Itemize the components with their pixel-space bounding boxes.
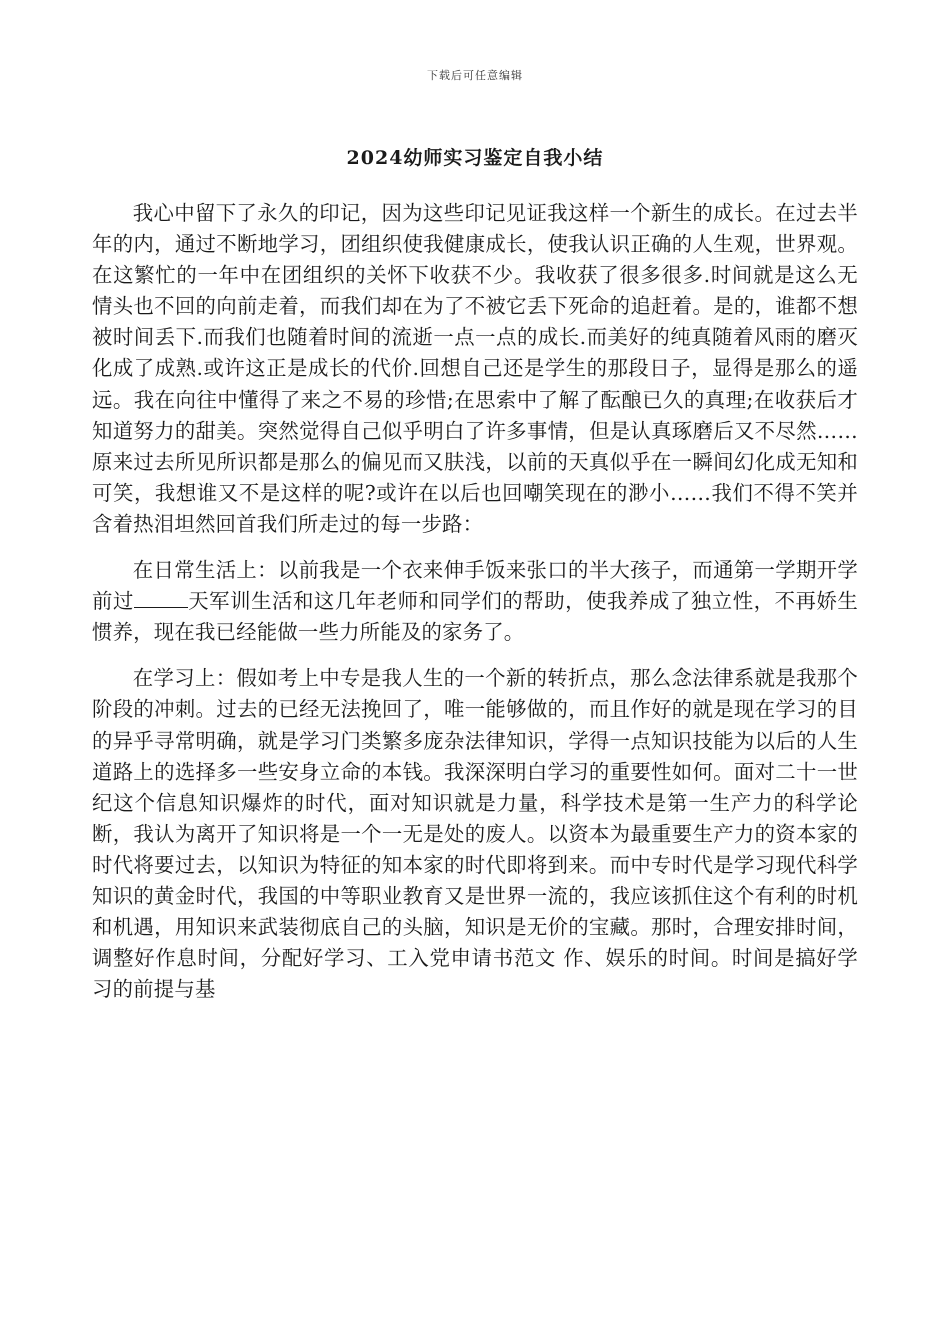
document-title: 2024幼师实习鉴定自我小结 [346, 147, 604, 169]
document-body [92, 198, 858, 1020]
fill-in-blank [134, 589, 188, 608]
paragraph-study: 在学习上：假如考上中专是我人生的一个新的转折点，那么念法律系就是我那个阶段的冲刺。过去的已经无法挽回了，唯一能够做的，而且作好的就是现在学习的目的异乎寻常明确，就是学习门类繁多庞杂法律知识，学得一点知识技能为以后的人生道路上的选择多一些安身立命的本钱。我深深明白学习的重要性如何。面对二十一世纪这个信息知识爆炸的时代，面对知识就是力量，科学技术是第一生产力的科学论断，我认为离开了知识将是一个一无是处的废人。以资本为最重要生产力的资本家的时代将要过去，以知识为特征的知本家的时代即将到来。而中专时代是学习现代科学知识的黄金时代，我国的中等职业教育又是世界一流的，我应该抓住这个有利的时机和机遇，用知识来武装彻底自己的头脑，知识是无价的宝藏。那时，合理安排时间，调整好作息时间，分配好学习、工入党申请书范文 作、娱乐的时间。时间是搞好学习的前提与基 [92, 666, 858, 1002]
paragraph-growth: 我心中留下了永久的印记，因为这些印记见证我这样一个新生的成长。在过去半年的内，通过不断地学习，团组织使我健康成长，使我认识正确的人生观，世界观。在这繁忙的一年中在团组织的关怀下收获不少。我收获了很多很多.时间就是这么无情头也不回的向前走着，而我们却在为了不被它丢下死命的追赶着。是的，谁都不想被时间丢下.而我们也随着时间的流逝一点一点的成长.而美好的纯真随着风雨的磨灭化成了成熟.或许这正是成长的代价.回想自己还是学生的那段日子，显得是那么的遥远。我在向往中懂得了来之不易的珍惜;在思索中了解了酝酿已久的真理;在收获后才知道努力的甜美。突然觉得自己似乎明白了许多事情，但是认真琢磨后又不尽然……原来过去所见所识都是那么的偏见而又肤浅，以前的天真似乎在一瞬间幻化成无知和可笑，我想谁又不是这样的呢?或许在以后也回嘲笑现在的渺小……我们不得不笑并含着热泪坦然回首我们所走过的每一步路： [92, 201, 858, 536]
daily-life-text-start: 在日常生活上：以前我是一个衣来伸手饭来张口的半大孩子，而通第一学期开学前过 [92, 558, 858, 614]
header-note: 下载后可任意编辑 [427, 69, 523, 82]
paragraph-daily-life [92, 555, 858, 648]
daily-life-text-end: 天军训生活和这几年老师和同学们的帮助，使我养成了独立性，不再娇生惯养，现在我已经能做一些力所能及的家务了。 [92, 589, 858, 645]
